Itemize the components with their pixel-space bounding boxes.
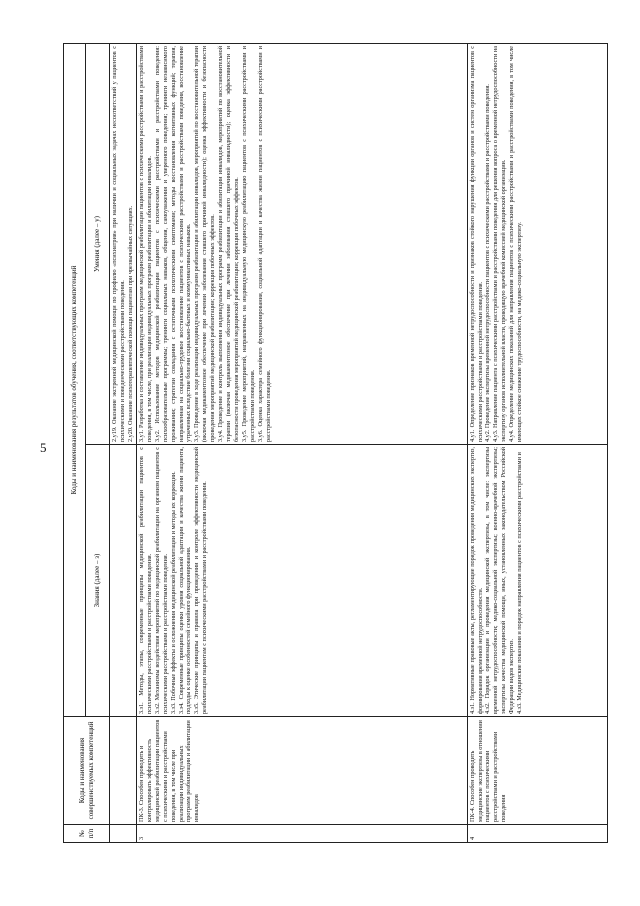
competence-cell: ПК-4. Способен проводить медицинские экспертизы в отношении пациентов с психическими расстройствами и расстройствами поведения (467, 717, 607, 825)
table-row (467, 44, 607, 843)
skills-cell (110, 44, 137, 445)
competence-cell: ПК-3. Способен проводить и контролировать эффективность медицинской реабилитации пациентов с психическими и расстройствами поведения, в том числе при реализации индивидуальных программ реабилитации и абилитации инвалидов (136, 717, 467, 825)
skill-item: 3.у3. Проведение в ходе реализации индивидуальных программ реабилитации и абилитации инвалидов, мероприятий по восстановительной терапии (включая медикаментозное обеспечение при лечении заболевания ставшего причиной инвалидности); оценка эффективности и безопасности проведения мероприятий медицинской реабилитации; коррекция побочных эффектов. (193, 46, 217, 442)
knowledge-cell (467, 445, 607, 717)
knowledge-item: 4.з3. Медицинские показания и порядок направления пациентов с психическими расстройствами и (516, 452, 524, 714)
header-competence: Коды и наименования совершенствуемых компетенций (64, 717, 110, 825)
rotated-page (63, 43, 608, 843)
knowledge-item: 3.з1. Методы, этапы, современные принципы медицинской реабилитации пациентов с психическими расстройствами и расстройствами поведения. (137, 447, 153, 714)
knowledge-item: 4.з2. Порядок организации и проведения медицинской экспертизы, в том числе: экспертизы временной нетрудоспособности; медико-социальной экспертизы; военно-врачебной экспертизы; экспертизы качества медицинской помощи, иных, установленных законодательством Российской Федерации видов экспертиз. (484, 447, 516, 714)
knowledge-item: 3.з4. Современные принципы оценки уровня социальной адаптации и качества жизни пациента, подходы к оценке особенностей семейного функционирования. (177, 447, 193, 714)
skills-cell (136, 44, 467, 445)
knowledge-cell (136, 445, 467, 717)
row-num: 4 (467, 825, 607, 843)
header-knowledge: Знания (далее – з) (86, 445, 110, 717)
skill-item: 3.у6. Оценка характера семейного функционирования, социальной адаптации и качества жизни пациентов с психическими расстройствами и расстройствами поведения. (256, 46, 272, 442)
cell-empty (110, 717, 137, 825)
knowledge-item: 3.з5. Этические принципы и правила при проведении и контроле эффективности медицинской реабилитации пациентам с психическими расстройствами и расстройствами поведения. (193, 447, 209, 714)
skill-item: 2.у20. Оказание психотерапевтической помощи пациентам при чрезвычайных ситуациях. (126, 205, 134, 442)
cell-empty (110, 445, 137, 717)
skill-item: 4.у1. Определение признаков временной нетрудоспособности и признаков стойкого нарушения функции органов и систем организма пациентов с психическими расстройствами и расстройствами поведения. (468, 46, 484, 442)
row-num: 3 (136, 825, 467, 843)
skill-item: 3.у2. Использование методов медицинской реабилитации пациентов с психическими расстройствами и расстройствами поведения: психообразовательные программы; тренинги социальных навыков, общения, самоуважения и уверенного поведения; тренинги независимого проживания; стратегии совладания с остаточными психотическими симптомами; методы восстановления когнитивных функций; терапия, направленная на социально-трудовое восстановление пациентов с психическими расстройствами и расстройствами поведения, восстановление утраченных вследствие болезни социально-бытовых и коммуникативных навыков. (153, 46, 193, 442)
page-number: 5 (40, 440, 47, 455)
cell-empty (110, 825, 137, 843)
skill-item: 4.у4. Определение медицинских показаний для направления пациентов с психическими расстройствами и расстройствами поведения, в том числе имеющих стойкое снижение трудоспособности, на медико-социальную экспертизу. (508, 46, 524, 442)
header-num: № п/п (64, 825, 110, 843)
skill-item: 3.у4. Проведение и контроль выполнения индивидуальных программ реабилитации и абилитации инвалидов, мероприятий по восстановительной терапии (включая медикаментозное обеспечение при лечении заболевания ставшего причиной инвалидности); оценка эффективности и безопасности проведения мероприятий медицинской реабилитации; коррекция побочных эффектов. (217, 46, 241, 442)
skill-item: 3.у5. Проведение мероприятий, направленных на индивидуальную медицинскую реабилитацию пациентов с психическими расстройствами и расстройствами поведения. (241, 46, 256, 442)
competence-table (63, 43, 608, 843)
knowledge-item: 3.з2. Механизмы воздействия мероприятий по медицинской реабилитации на организм пациентов с психическими расстройствами и расстройствами поведения. (153, 447, 169, 714)
skill-item: 2.у19. Оказание экстренной медицинской помощи по профилю «психиатрия» при наличии и социальных задачах несоответствий у пациентов с психическими и поведенческими расстройствами поведения. (111, 46, 126, 442)
skills-cell (467, 44, 607, 445)
header-results: Коды и наименования результатов обучения, соответствующих компетенций (64, 44, 86, 717)
skill-item: 4.у3. Направление пациента с психическими расстройствами и расстройствами поведения для решения вопроса о временной нетрудоспособности на экспертизу органов исполнительной власти, проводящую врачебной комиссией медицинской организации. (492, 46, 508, 442)
knowledge-item: 4.з1. Нормативные правовые акты, регламентирующие порядок проведения медицинских экспертиз, формирования временной нетрудоспособности. (468, 447, 484, 714)
table-row-continuation (110, 44, 137, 843)
knowledge-item: 3.з3. Побочные эффекты и осложнения медицинской реабилитации и методы их коррекции. (169, 471, 177, 714)
skill-item: 4.у2. Проведение экспертизы временной нетрудоспособности пациентов с психическими расстройствами и расстройствами поведения. (484, 84, 492, 442)
header-skills: Умения (далее – у) (86, 44, 110, 445)
table-row (136, 44, 467, 843)
skill-item: 3.у1. Разработка и составление индивидуальных программ медицинской реабилитации пациентов с психическими расстройствами и расстройствами поведения, в том числе, при реализации индивидуальных программ реабилитации и абилитации инвалидов. (137, 46, 153, 442)
